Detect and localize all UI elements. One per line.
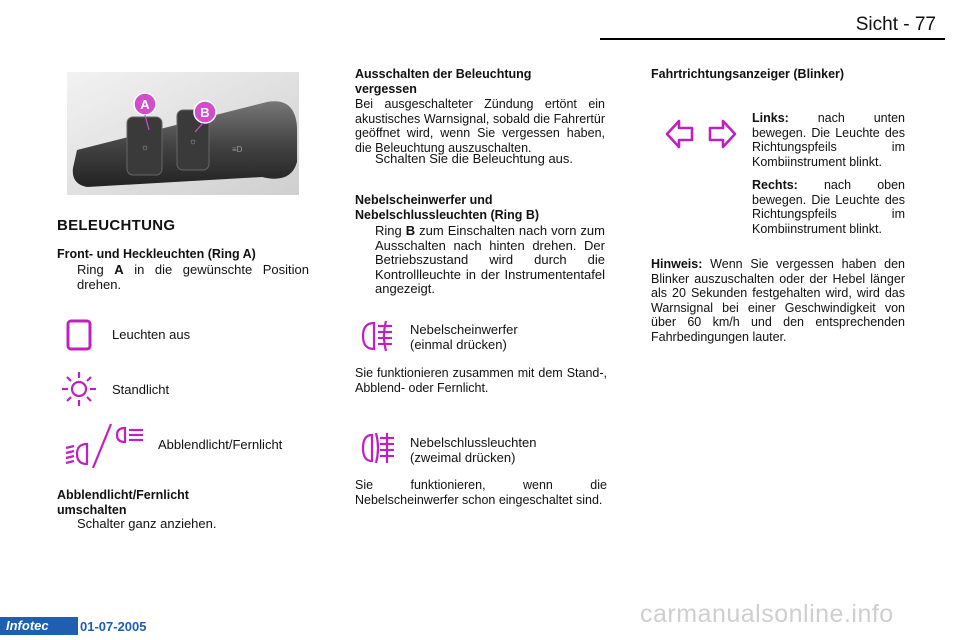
note-text: Wenn Sie vergessen haben den Blinker auszuschalten oder der Hebel länger als 20 Sekunden festgehalten wird, wird das Warnsignal bei einer Geschwindigkeit von über 60 km/h und den entsprechenden Fahrbedingungen lauter. [651, 257, 905, 344]
indicator-right-text [752, 178, 905, 236]
ring-a-text-post: in die gewünschte Position drehen. [77, 262, 309, 292]
rear-fog-light-icon [360, 430, 398, 466]
rear-fog-label-1: Nebelschlussleuchten [410, 435, 537, 450]
low-high-beam-icon [63, 422, 153, 470]
light-off-label: Leuchten aus [112, 327, 191, 342]
indicator-left-desc: nach unten bewegen. Die Leuchte des Richtungspfeils im Kombiinstrument blinkt. [752, 111, 905, 169]
indicator-note [651, 257, 905, 344]
front-fog-text: Sie funktionieren zusammen mit dem Stand-, Abblend- oder Fernlicht. [355, 366, 607, 395]
infotec-logo [0, 617, 78, 635]
forget-bullet [355, 152, 607, 168]
svg-text:≡D: ≡D [232, 145, 243, 154]
label-a: A [140, 97, 150, 112]
note-label: Hinweis: [651, 257, 703, 271]
header-rule [600, 38, 945, 40]
forget-text: Bei ausgeschalteter Zündung ertönt ein akustisches Warnsignal, sobald die Fahrertür geöffnet wird, wenn Sie vergessen haben, die Beleuchtung auszuschalten. [355, 97, 605, 155]
ring-a-text-pre: Ring [77, 262, 115, 277]
section-title: BELEUCHTUNG [57, 217, 176, 234]
indicator-left-text [752, 111, 905, 169]
fog-bullet [355, 223, 607, 296]
indicator-right-desc: nach oben bewegen. Die Leuchte des Richtungspfeils im Kombiinstrument blinkt. [752, 178, 905, 236]
front-fog-label-1: Nebelscheinwerfer [410, 322, 518, 337]
label-b: B [200, 105, 210, 120]
indicator-heading: Fahrtrichtungsanzeiger (Blinker) [651, 67, 845, 81]
footer-watermark: carmanualsonline.info [640, 600, 894, 628]
indicator-right-label: Rechts: [752, 178, 798, 192]
indicator-left-label: Links: [752, 111, 789, 125]
ring-a-bullet [57, 263, 312, 295]
forget-bullet-text: Schalten Sie die Beleuchtung aus. [375, 151, 574, 166]
page-header-title: Sicht - 77 [855, 14, 936, 35]
footer-date: 01-07-2005 [80, 619, 147, 634]
parking-light-label: Standlicht [112, 382, 170, 397]
fog-bullet-letter: B [405, 223, 416, 238]
light-lever-illustration [67, 72, 299, 195]
ring-a-letter: A [114, 262, 124, 277]
svg-text:☼: ☼ [188, 136, 198, 146]
low-high-beam-label: Abblendlicht/Fernlicht [158, 437, 283, 452]
parking-light-icon [59, 370, 99, 408]
fog-heading: Nebelscheinwerfer und Nebelschlussleuchten (Ring B) [355, 193, 540, 222]
rear-fog-text: Sie funktionieren, wenn die Nebelscheinwerfer schon eingeschaltet sind. [355, 478, 607, 507]
fog-bullet-post: zum Einschalten nach vorn zum Ausschalten nach hinten drehen. Der Betriebszustand wird durch die Kontrollleuchte in der Instrumententafel angezeigt. [375, 223, 605, 296]
switch-bullet [57, 517, 312, 533]
svg-text:☼: ☼ [140, 142, 150, 152]
front-fog-label-2: (einmal drücken) [410, 337, 507, 352]
infotec-logo-text: Infotec [6, 618, 49, 633]
switch-heading: Abblendlicht/Fernlicht umschalten [57, 488, 189, 517]
light-off-icon [64, 318, 94, 352]
switch-text: Schalter ganz anziehen. [77, 516, 217, 531]
forget-heading: Ausschalten der Beleuchtung vergessen [355, 67, 532, 96]
rear-fog-label-2: (zweimal drücken) [410, 450, 516, 465]
front-fog-light-icon [360, 318, 398, 354]
fog-bullet-pre: Ring [375, 223, 406, 238]
turn-signal-arrows-icon [664, 117, 738, 151]
front-rear-heading: Front- und Heckleuchten (Ring A) [57, 247, 256, 261]
